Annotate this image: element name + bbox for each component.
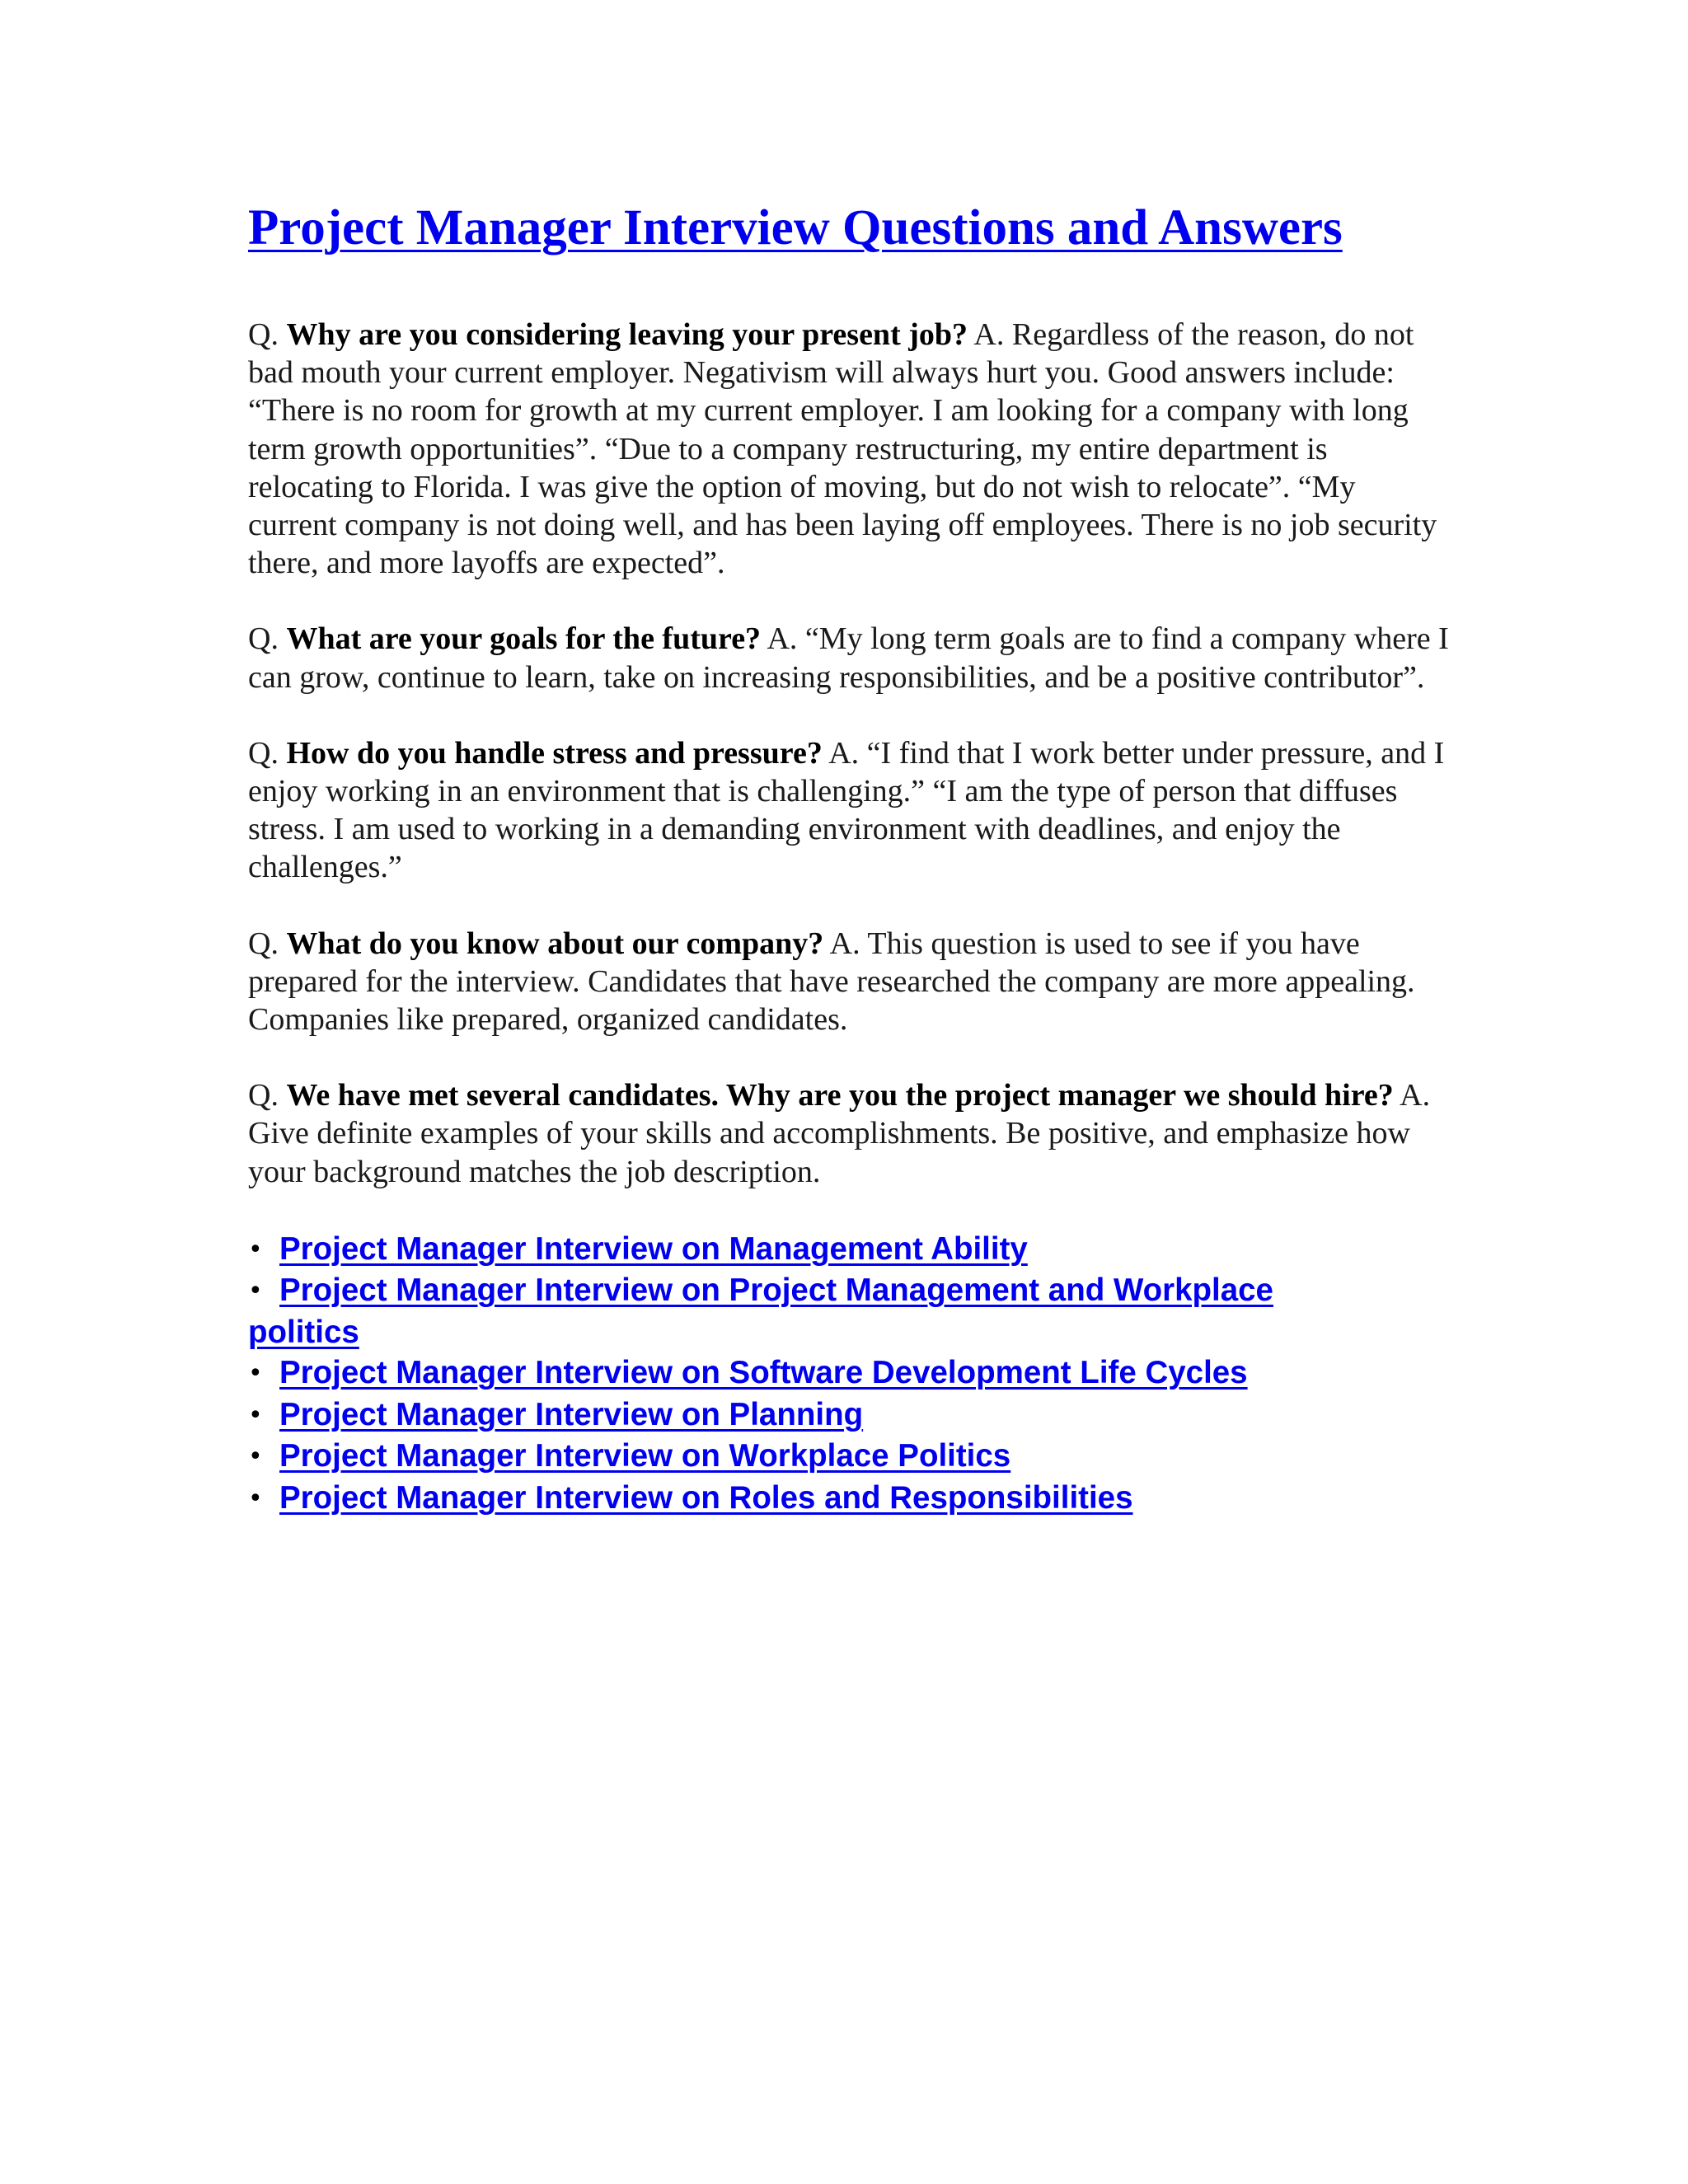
- qa-item: [248, 1076, 1451, 1191]
- question-text: How do you handle stress and pressure?: [286, 735, 823, 771]
- question-text: What do you know about our company?: [286, 926, 824, 961]
- link-management-ability[interactable]: Project Manager Interview on Management Ability: [279, 1230, 1028, 1267]
- bullet-icon: •: [248, 1442, 263, 1472]
- qa-item: [248, 925, 1451, 1039]
- link-roles-and-responsibilities[interactable]: Project Manager Interview on Roles and Responsibilities: [279, 1479, 1133, 1516]
- list-item: [248, 1436, 1353, 1478]
- bullet-icon: •: [248, 1235, 263, 1264]
- list-item: [248, 1478, 1353, 1520]
- question-prefix: Q.: [248, 926, 279, 961]
- list-item: [248, 1270, 1353, 1352]
- qa-item: [248, 620, 1451, 696]
- answer-text: A. Give definite examples of your skills and accomplishments. Be positive, and emphasize how your background matches the job description.: [248, 1078, 1431, 1189]
- bullet-icon: •: [248, 1277, 263, 1306]
- page-title-link[interactable]: Project Manager Interview Questions and Answers: [248, 200, 1343, 255]
- link-software-development-life-cycles[interactable]: Project Manager Interview on Software Development Life Cycles: [279, 1355, 1248, 1391]
- link-project-management-workplace-politics[interactable]: Project Manager Interview on Project Management and Workplace politics: [248, 1272, 1273, 1350]
- link-planning[interactable]: Project Manager Interview on Planning: [279, 1396, 864, 1432]
- answer-text: A. Regardless of the reason, do not bad mouth your current employer. Negativism will always hurt you. Good answers include: “There is no room for growth at my current employer. I am looking for a company with long term growth opportunities”. “Due to a company restructuring, my entire department is relocating to Florida. I was give the option of moving, but do not wish to relocate”. “My current company is not doing well, and has been laying off employees. There is no job security there, and more layoffs are expected”.: [248, 317, 1437, 581]
- list-item: [248, 1352, 1353, 1394]
- bullet-icon: •: [248, 1400, 263, 1430]
- question-prefix: Q.: [248, 317, 279, 352]
- question-prefix: Q.: [248, 735, 279, 771]
- bullet-icon: •: [248, 1359, 263, 1389]
- answer-text: A. “I find that I work better under pressure, and I enjoy working in an environment that is challenging.” “I am the type of person that diffuses stress. I am used to working in a demanding environment with deadlines, and enjoy the challenges.”: [248, 735, 1445, 885]
- question-text: We have met several candidates. Why are you the project manager we should hire?: [286, 1078, 1394, 1113]
- list-item: [248, 1229, 1353, 1271]
- bullet-icon: •: [248, 1483, 263, 1513]
- link-workplace-politics[interactable]: Project Manager Interview on Workplace Politics: [279, 1438, 1011, 1474]
- answer-text: A. “My long term goals are to find a company where I can grow, continue to learn, take on increasing responsibilities, and be a positive contributor”.: [248, 621, 1449, 695]
- answer-text: A. This question is used to see if you have prepared for the interview. Candidates that have researched the company are more appealing. Companies like prepared, organized candidates.: [248, 926, 1415, 1038]
- question-prefix: Q.: [248, 1078, 279, 1113]
- document-page: [248, 191, 1451, 1519]
- related-links-list: [248, 1229, 1353, 1520]
- qa-item: [248, 734, 1451, 887]
- question-text: What are your goals for the future?: [286, 621, 762, 657]
- question-prefix: Q.: [248, 621, 279, 657]
- qa-item: [248, 316, 1451, 582]
- question-text: Why are you considering leaving your present job?: [286, 317, 968, 352]
- list-item: [248, 1394, 1353, 1436]
